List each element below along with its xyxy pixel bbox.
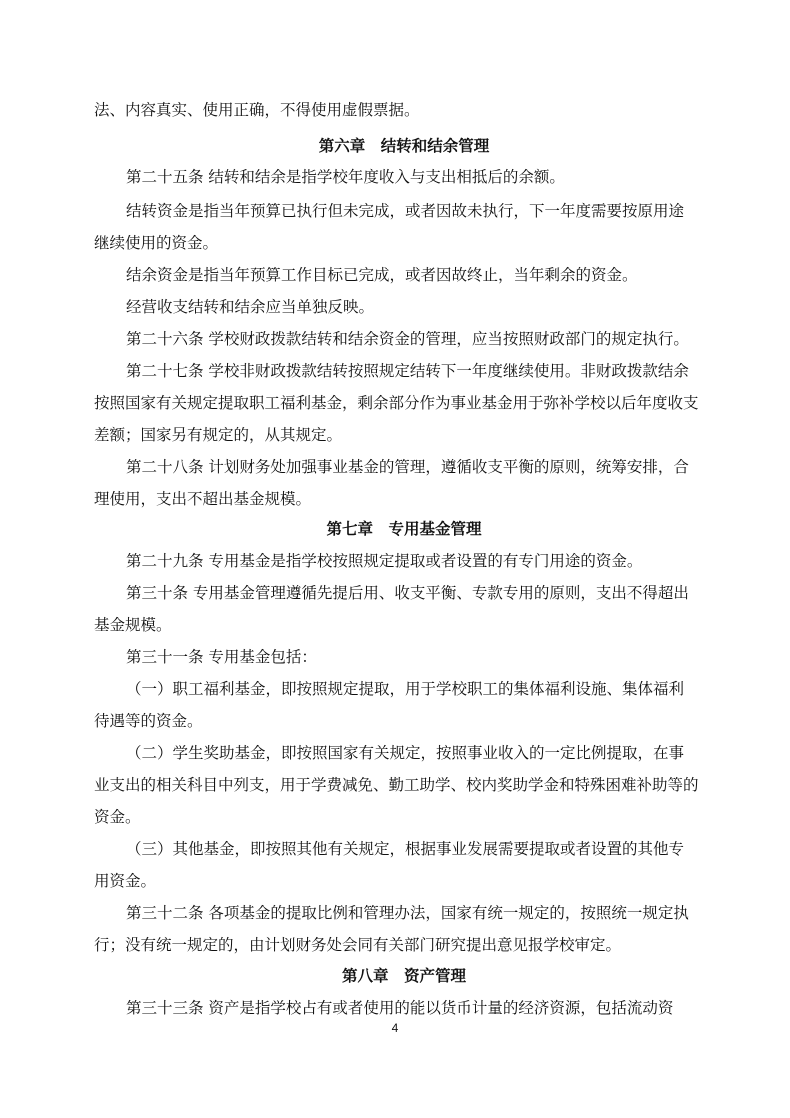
paragraph-line: 理使用，支出不超出基金规模。 <box>94 490 312 508</box>
paragraph-line: 第三十条 专用基金管理遵循先提后用、收支平衡、专款专用的原则，支出不得超出 <box>126 584 689 602</box>
chapter-heading: 第八章 资产管理 <box>341 967 466 985</box>
paragraph-line: 差额；国家另有规定的，从其规定。 <box>94 426 343 444</box>
page-number: 4 <box>391 1021 399 1035</box>
paragraph-line: 按照国家有关规定提取职工福利基金，剩余部分作为事业基金用于弥补学校以后年度收支 <box>94 394 699 412</box>
paragraph-line: 用资金。 <box>94 872 157 890</box>
paragraph-line: 法、内容真实、使用正确，不得使用虚假票据。 <box>94 101 420 119</box>
paragraph-line: 业支出的相关科目中列支，用于学费减免、勤工助学、校内奖助学金和特殊困难补助等的 <box>94 776 699 794</box>
chapter-heading: 第七章 专用基金管理 <box>326 520 482 538</box>
paragraph-line: 第三十一条 专用基金包括： <box>126 648 317 666</box>
paragraph-line: 继续使用的资金。 <box>94 234 219 252</box>
paragraph-line: 第三十二条 各项基金的提取比例和管理办法，国家有统一规定的，按照统一规定执 <box>126 904 689 922</box>
paragraph-line: （一）职工福利基金，即按照规定提取，用于学校职工的集体福利设施、集体福利 <box>126 680 685 698</box>
paragraph-line: 第二十六条 学校财政拨款结转和结余资金的管理，应当按照财政部门的规定执行。 <box>126 330 689 348</box>
paragraph-line: （三）其他基金，即按照其他有关规定，根据事业发展需要提取或者设置的其他专 <box>126 840 685 858</box>
paragraph-line: 行；没有统一规定的，由计划财务处会同有关部门研究提出意见报学校审定。 <box>94 936 622 954</box>
paragraph-line: （二）学生奖助基金，即按照国家有关规定，按照事业收入的一定比例提取，在事 <box>126 744 685 762</box>
chapter-heading: 第六章 结转和结余管理 <box>318 137 490 155</box>
paragraph-line: 经营收支结转和结余应当单独反映。 <box>126 298 375 316</box>
paragraph-line: 第二十七条 学校非财政拨款结转按照规定结转下一年度继续使用。非财政拨款结余 <box>126 362 689 380</box>
paragraph-line: 结转资金是指当年预算已执行但未完成，或者因故未执行，下一年度需要按原用途 <box>126 202 685 220</box>
paragraph-line: 基金规模。 <box>94 616 172 634</box>
paragraph-line: 第二十五条 结转和结余是指学校年度收入与支出相抵后的余额。 <box>126 168 565 186</box>
paragraph-line: 第二十八条 计划财务处加强事业基金的管理，遵循收支平衡的原则，统筹安排，合 <box>126 458 689 476</box>
paragraph-line: 第二十九条 专用基金是指学校按照规定提取或者设置的有专门用途的资金。 <box>126 552 643 570</box>
paragraph-line: 结余资金是指当年预算工作目标已完成，或者因故终止，当年剩余的资金。 <box>126 266 638 284</box>
paragraph-line: 第三十三条 资产是指学校占有或者使用的能以货币计量的经济资源，包括流动资 <box>126 999 674 1017</box>
paragraph-line: 资金。 <box>94 808 141 826</box>
paragraph-line: 待遇等的资金。 <box>94 712 203 730</box>
